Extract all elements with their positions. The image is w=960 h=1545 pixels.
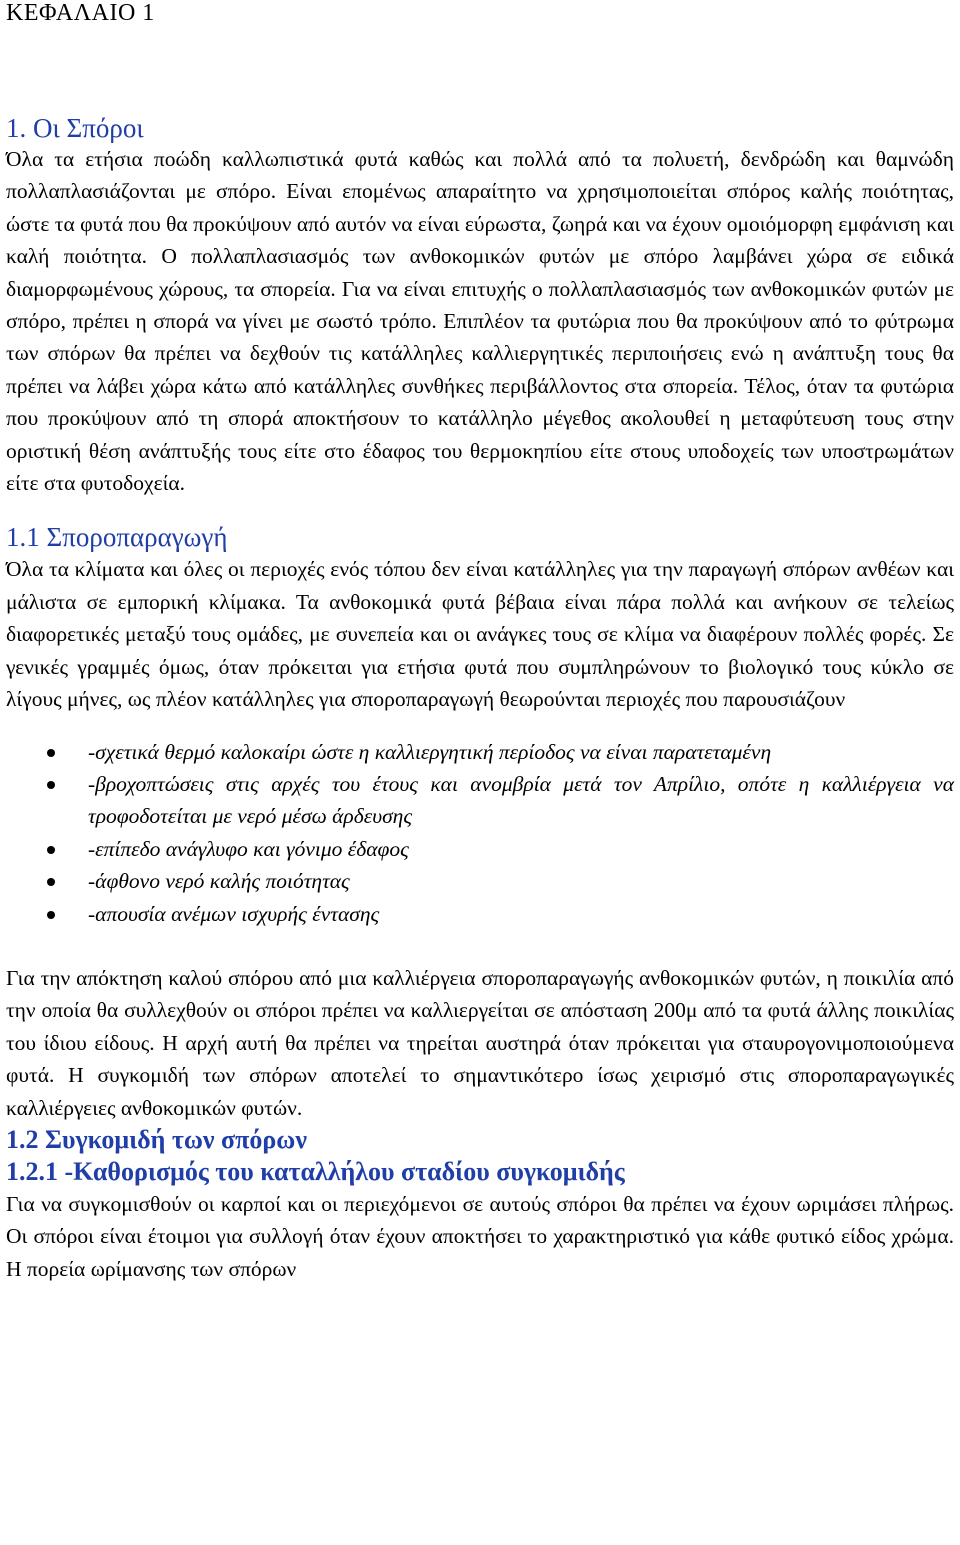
list-item — [6, 736, 954, 768]
paragraph-seeds-intro: Όλα τα ετήσια ποώδη καλλωπιστικά φυτά καθώς και πολλά από τα πολυετή, δενδρώδη και θαμνώδη πολλαπλασιάζονται με σπόρο. Είναι επομένως απαραίτητο να χρησιμοποιείται σπόρος καλής ποιότητας, ώστε τα φυτά που θα προκύψουν από αυτόν να είναι εύρωστα, ζωηρά και να έχουν ομοιόμορφη εμφάνιση και καλή ποιότητα. Ο πολλαπλασιασμός των ανθοκομικών φυτών με σπόρο λαμβάνει χώρα σε ειδικά διαμορφωμένους χώρους, τα σπορεία. Για να είναι επιτυχής ο πολλαπλασιασμός των ανθοκομικών φυτών με σπόρο, πρέπει η σπορά να γίνει με σωστό τρόπο. Επιπλέον τα φυτώρια που θα προκύψουν από το φύτρωμα των σπόρων θα πρέπει να δεχθούν τις κατάλληλες καλλιεργητικές περιποιήσεις ενώ η ανάπτυξη τους θα πρέπει να λάβει χώρα κάτω από κατάλληλες συνθήκες περιβάλλοντος στα σπορεία. Τέλος, όταν τα φυτώρια που προκύψουν από τη σπορά αποκτήσουν το κατάλληλο μέγεθος ακολουθεί η μεταφύτευση τους στην οριστική θέση ανάπτυξής τους είτε στο έδαφος του θερμοκηπίου είτε στους υποδοχείς των υποστρωμάτων είτε στα φυτοδοχεία. — [6, 147, 954, 496]
paragraph-harvest-stage: Για να συγκομισθούν οι καρποί και οι περιεχόμενοι σε αυτούς σπόροι θα πρέπει να έχουν ωριμάσει πλήρως. Οι σπόροι είναι έτοιμοι για συλλογή όταν έχουν αποκτήσει το χαρακτηριστικό για κάθε φυτικό είδος χρώμα. Η πορεία ωρίμανσης των σπόρων — [6, 1191, 954, 1281]
list-item — [6, 768, 954, 833]
conditions-list — [6, 736, 954, 930]
chapter-label: ΚΕΦΑΛΑΙΟ 1 — [6, 0, 155, 26]
section-heading-seeds: 1. Οι Σπόροι — [6, 113, 144, 143]
list-item-text: -επίπεδο ανάγλυφο και γόνιμο έδαφος — [88, 836, 409, 861]
section-heading-seed-harvest: 1.2 Συγκομιδή των σπόρων — [6, 1124, 307, 1154]
list-item — [6, 865, 954, 897]
list-item-text: -απουσία ανέμων ισχυρής έντασης — [88, 901, 380, 926]
section-heading-seed-production: 1.1 Σποροπαραγωγή — [6, 522, 228, 553]
list-item-text: -άφθονο νερό καλής ποιότητας — [88, 869, 350, 894]
list-item — [6, 833, 954, 865]
list-item-text: -βροχοπτώσεις στις αρχές του έτους και ανομβρία μετά τον Απρίλιο, οπότε η καλλιέργεια να τροφοδοτείται με νερό μέσω άρδευσης — [88, 771, 954, 829]
paragraph-seed-production: Όλα τα κλίματα και όλες οι περιοχές ενός τόπου δεν είναι κατάλληλες για την παραγωγή σπόρων ανθέων και μάλιστα σε εμπορική κλίμακα. Τα ανθοκομικά φυτά βέβαια είναι πάρα πολλά και ανήκουν σε τελείως διαφορετικές μεταξύ τους ομάδες, με συνεπεία και οι ανάγκες τους σε κλίμα να διαφέρουν πολλές φορές. Σε γενικές γραμμές όμως, όταν πρόκειται για ετήσια φυτά που συμπληρώνουν το βιολογικό τους κύκλο σε λίγους μήνες, ως πλέον κατάλληλες για σποροπαραγωγή θεωρούνται περιοχές που παρουσιάζουν — [6, 557, 954, 712]
bullet-icon — [47, 911, 55, 919]
list-item — [6, 898, 954, 930]
bullet-icon — [47, 878, 55, 886]
paragraph-seed-quality: Για την απόκτηση καλού σπόρου από μια καλλιέργεια σποροπαραγωγής ανθοκομικών φυτών, η ποικιλία από την οποία θα συλλεχθούν οι σπόροι πρέπει να καλλιεργείται σε απόσταση 200μ από τα φυτά άλλης ποικιλίας του ίδιου είδους. Η αρχή αυτή θα πρέπει να τηρείται αυστηρά όταν πρόκειται για σταυρογονιμοποιούμενα φυτά. Η συγκομιδή των σπόρων αποτελεί το σημαντικότερο ίσως χειρισμό στις σποροπαραγωγικές καλλιέργειες ανθοκομικών φυτών. — [6, 965, 954, 1120]
bullet-icon — [47, 846, 55, 854]
list-item-text: -σχετικά θερμό καλοκαίρι ώστε η καλλιεργητική περίοδος να είναι παρατεταμένη — [88, 739, 772, 764]
section-heading-harvest-stage: 1.2.1 -Καθορισμός του καταλλήλου σταδίου συγκομιδής — [6, 1156, 625, 1186]
bullet-icon — [47, 749, 55, 757]
bullet-icon — [47, 781, 55, 789]
document-page — [6, 0, 954, 1285]
